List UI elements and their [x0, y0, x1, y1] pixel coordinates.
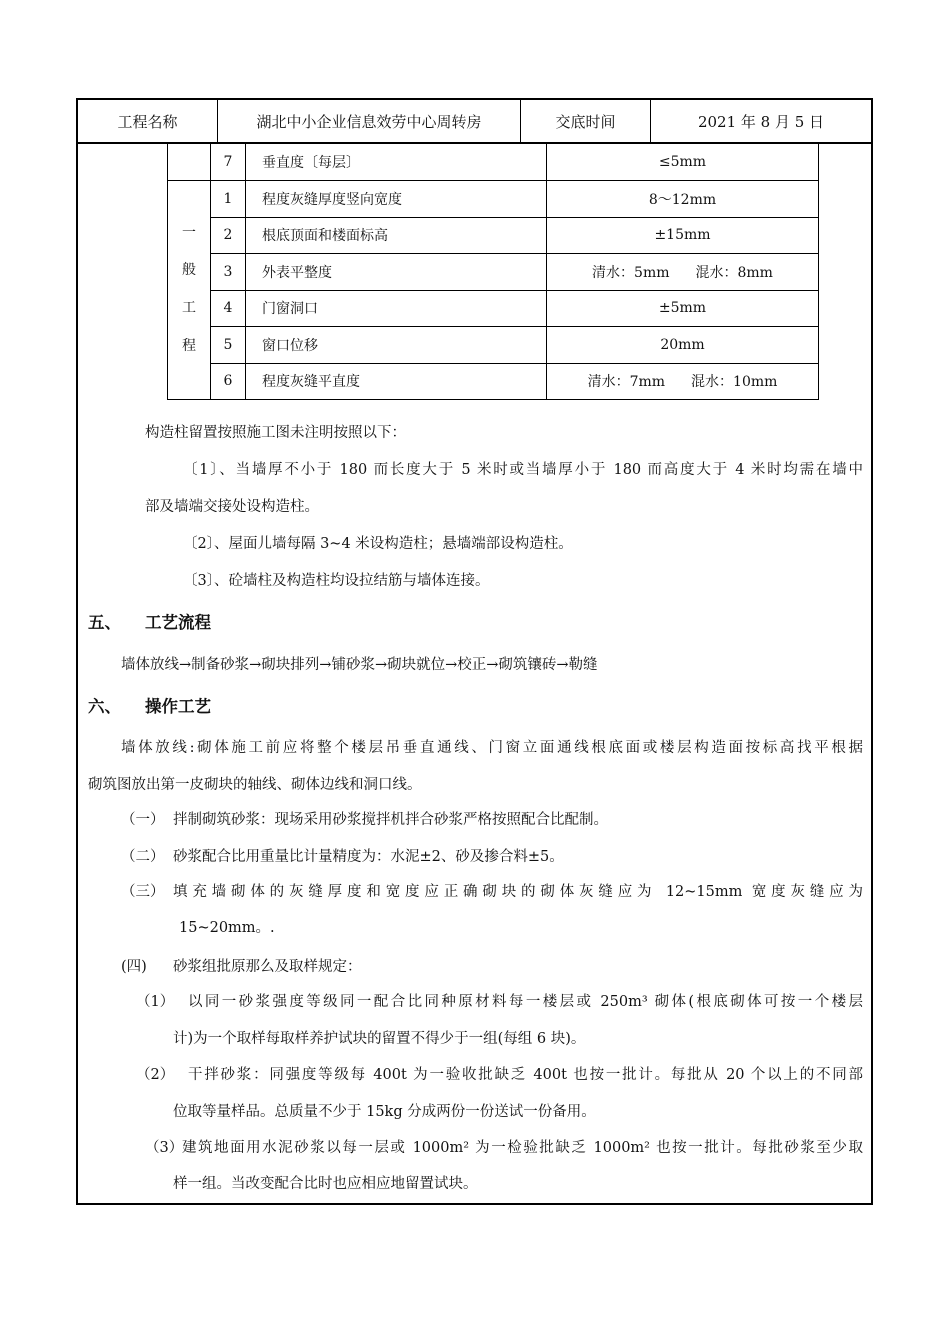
date-label: 交底时间: [521, 100, 651, 142]
project-name: 湖北中小企业信息效劳中心周转房: [218, 100, 521, 142]
column-note-1-line2: 部及墙端交接处设构造柱。: [145, 499, 319, 515]
row-value: ±15mm: [547, 217, 819, 254]
value-clear: 清水：5mm: [592, 264, 670, 281]
value-mixed: 混水：8mm: [695, 264, 773, 281]
row-num: 6: [211, 363, 246, 400]
spec-table: [167, 144, 819, 400]
sub-item-line1: 以同一砂浆强度等级同一配合比同种原材料每一楼层或 250m³ 砌体(根底砌体可按一个楼层: [188, 994, 863, 1010]
row-value: ≤5mm: [547, 144, 819, 181]
item-label: (四): [121, 959, 147, 975]
row-value: ±5mm: [547, 290, 819, 327]
row-value: [547, 363, 819, 400]
column-note-3: 〔3〕、砼墙柱及构造柱均设拉结筋与墙体连接。: [183, 573, 490, 589]
sub-item-line2: 样一组。当改变配合比时也应相应地留置试块。: [173, 1176, 478, 1192]
row-value: 8～12mm: [547, 181, 819, 218]
section-5-title: 工艺流程: [145, 613, 211, 632]
row-num: 4: [211, 290, 246, 327]
table-row: [168, 181, 819, 218]
sub-item-label: （1）: [136, 994, 175, 1010]
section-6-num: 六、: [88, 697, 121, 716]
project-label: 工程名称: [78, 100, 218, 142]
row-item: 窗口位移: [246, 327, 547, 364]
row-num: 5: [211, 327, 246, 364]
row-num: 7: [211, 144, 246, 181]
group-label: 一般工程: [168, 181, 211, 400]
section-6-heading: [88, 693, 211, 717]
row-num: 2: [211, 217, 246, 254]
date-value: 2021 年 8 月 5 日: [697, 112, 825, 131]
item-text: 拌制砌筑砂浆：现场采用砂浆搅拌机拌合砂浆严格按照配合比配制。: [173, 812, 608, 828]
row-item: 根底顶面和楼面标高: [246, 217, 547, 254]
item-text: 砂浆组批原那么及取样规定：: [173, 959, 362, 975]
item-text-line2: 15~20mm。.: [179, 920, 275, 936]
column-note-1-line1: 〔1〕、当墙厚不小于 180 而长度大于 5 米时或当墙厚小于 180 而高度大于 4 米时均需在墙中: [183, 462, 863, 478]
item-text: 砂浆配合比用重量比计量精度为：水泥±2、砂及掺合料±5。: [173, 849, 564, 865]
row-item: 门窗洞口: [246, 290, 547, 327]
section-5-num: 五、: [88, 613, 121, 632]
row-item: 程度灰缝平直度: [246, 363, 547, 400]
item-label: （三）: [121, 884, 165, 900]
sub-item-line2: 位取等量样品。总质量不少于 15kg 分成两份一份送试一份备用。: [173, 1104, 596, 1120]
row-value: 20mm: [547, 327, 819, 364]
row-num: 3: [211, 254, 246, 291]
item-label: （一）: [121, 812, 165, 828]
row-item: 程度灰缝厚度竖向宽度: [246, 181, 547, 218]
table-row: [168, 327, 819, 364]
header-row: [76, 98, 873, 144]
row-value: [547, 254, 819, 291]
sub-item-label: （2）: [136, 1067, 175, 1083]
table-row: [168, 290, 819, 327]
section-6-title: 操作工艺: [145, 697, 211, 716]
value-mixed: 混水：10mm: [691, 374, 778, 391]
sub-item-label: （3）: [145, 1140, 184, 1156]
column-notes-intro: 构造柱留置按照施工图未注明按照以下：: [145, 425, 406, 441]
table-row: [168, 363, 819, 400]
row-item: 外表平整度: [246, 254, 547, 291]
row-item: 垂直度〔每层〕: [246, 144, 547, 181]
table-row: [168, 144, 819, 181]
sub-item-line1: 干拌砂浆：同强度等级每 400t 为一验收批缺乏 400t 也按一批计。每批从 20 个以上的不同部: [188, 1067, 863, 1083]
row-num: 1: [211, 181, 246, 218]
sub-item-line1: 建筑地面用水泥砂浆以每一层或 1000m² 为一检验批缺乏 1000m² 也按一批计。每批砂浆至少取: [182, 1140, 863, 1156]
item-label: （二）: [121, 849, 165, 865]
stakeout-para-line1: 墙体放线:砌体施工前应将整个楼层吊垂直通线、门窗立面通线根底面或楼层构造面按标高找平根据: [121, 740, 863, 756]
process-flow: 墙体放线→制备砂浆→砌块排列→铺砂浆→砌块就位→校正→砌筑镶砖→勒缝: [121, 657, 598, 673]
value-clear: 清水：7mm: [587, 374, 666, 391]
table-row: [168, 254, 819, 291]
stakeout-para-line2: 砌筑图放出第一皮砌块的轴线、砌体边线和洞口线。: [88, 777, 422, 793]
section-5-heading: [88, 609, 211, 633]
item-text-line1: 填充墙砌体的灰缝厚度和宽度应正确砌块的砌体灰缝应为 12~15mm 宽度灰缝应为: [173, 884, 863, 900]
column-note-2: 〔2〕、屋面儿墙每隔 3~4 米设构造柱；悬墙端部设构造柱。: [183, 536, 573, 552]
table-row: [168, 217, 819, 254]
sub-item-line2: 计)为一个取样每取样养护试块的留置不得少于一组(每组 6 块)。: [173, 1031, 586, 1047]
